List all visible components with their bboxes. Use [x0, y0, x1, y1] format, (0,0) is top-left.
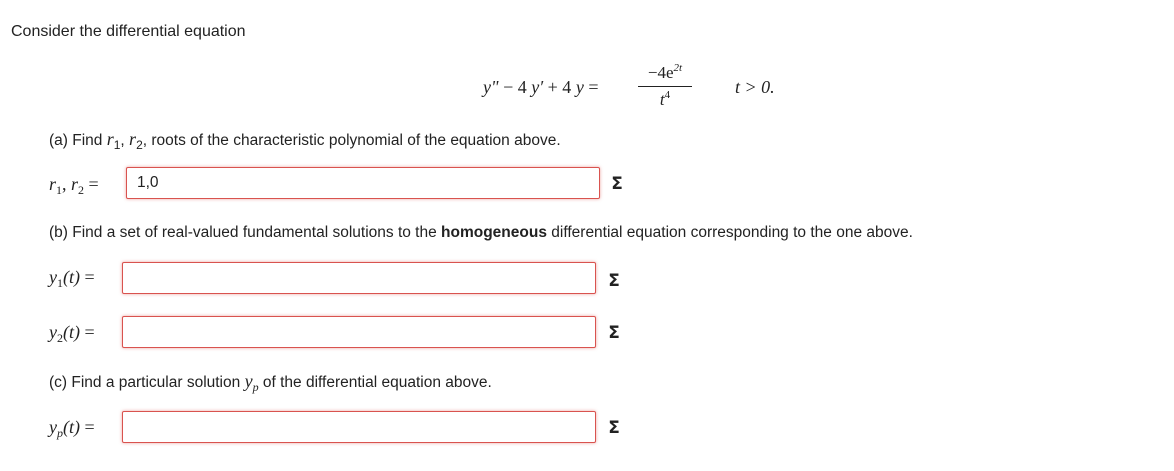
equation-fraction — [638, 62, 692, 110]
yp-label-symbol: y — [49, 417, 57, 437]
yp-label-subscript: p — [57, 426, 63, 440]
yp-label — [49, 417, 95, 438]
yp-equals: = — [80, 417, 95, 437]
part-c-question — [49, 371, 492, 392]
denominator-base: t — [659, 90, 665, 109]
yp-subscript: p — [252, 380, 259, 394]
yp-arg: (t) — [63, 417, 80, 437]
differential-equation — [483, 62, 803, 116]
eq-equals: = — [583, 77, 599, 97]
part-a-prefix: (a) Find — [49, 132, 107, 149]
y2-symbol: y — [49, 322, 57, 342]
r1-symbol: r — [106, 129, 114, 149]
label-r1: r — [49, 174, 57, 194]
denominator-exponent: 4 — [664, 89, 671, 101]
equation-condition: t > 0. — [735, 77, 775, 97]
eq-y: y — [575, 77, 584, 97]
y1-arg: (t) — [63, 267, 80, 287]
intro-text: Consider the differential equation — [11, 23, 246, 40]
y2-equals: = — [80, 322, 95, 342]
eq-plus-coef: + 4 — [543, 77, 572, 97]
part-a-comma: , — [120, 132, 130, 149]
eq-y-prime: y′ — [531, 77, 544, 97]
sigma-icon[interactable]: Σ — [608, 323, 620, 343]
y2-subscript: 2 — [57, 331, 63, 345]
y2-arg: (t) — [63, 322, 80, 342]
label-equals: = — [84, 174, 99, 194]
roots-label — [49, 174, 99, 195]
y1-subscript: 1 — [57, 276, 63, 290]
part-a-question — [49, 129, 561, 150]
fraction-bar — [638, 86, 692, 87]
sigma-icon[interactable]: Σ — [608, 271, 620, 291]
part-c-prefix: (c) Find a particular solution — [49, 374, 245, 391]
y2-input[interactable] — [122, 316, 596, 348]
equation-lhs — [483, 77, 598, 98]
y1-input[interactable] — [122, 262, 596, 294]
fraction-numerator — [638, 62, 692, 84]
y1-equals: = — [80, 267, 95, 287]
roots-input[interactable] — [126, 167, 600, 199]
part-b-question — [49, 224, 913, 242]
fraction-denominator — [638, 90, 692, 110]
y1-label — [49, 267, 95, 288]
eq-y-second: y" — [483, 77, 499, 97]
label-r1-sub: 1 — [56, 183, 63, 197]
label-r2-sub: 2 — [78, 183, 85, 197]
y1-symbol: y — [49, 267, 57, 287]
eq-minus-coef: − 4 — [498, 77, 527, 97]
part-b-bold: homogeneous — [441, 224, 547, 241]
numerator-base: −4e — [647, 63, 674, 82]
yp-input[interactable] — [122, 411, 596, 443]
part-a-suffix: , roots of the characteristic polynomial of the equation above. — [142, 132, 561, 149]
part-b-suffix: differential equation corresponding to the one above. — [546, 224, 913, 241]
sigma-icon[interactable]: Σ — [608, 418, 620, 438]
yp-symbol: y — [244, 371, 253, 391]
part-b-prefix: (b) Find a set of real-valued fundamental solutions to the — [49, 224, 442, 241]
r1-subscript: 1 — [113, 138, 121, 152]
sigma-icon[interactable]: Σ — [611, 174, 623, 194]
numerator-exponent: 2t — [673, 62, 683, 74]
r2-symbol: r — [129, 129, 137, 149]
label-r2: r — [71, 174, 79, 194]
r2-subscript: 2 — [136, 138, 143, 152]
label-comma: , — [62, 174, 72, 194]
part-c-suffix: of the differential equation above. — [258, 374, 492, 391]
y2-label — [49, 322, 95, 343]
